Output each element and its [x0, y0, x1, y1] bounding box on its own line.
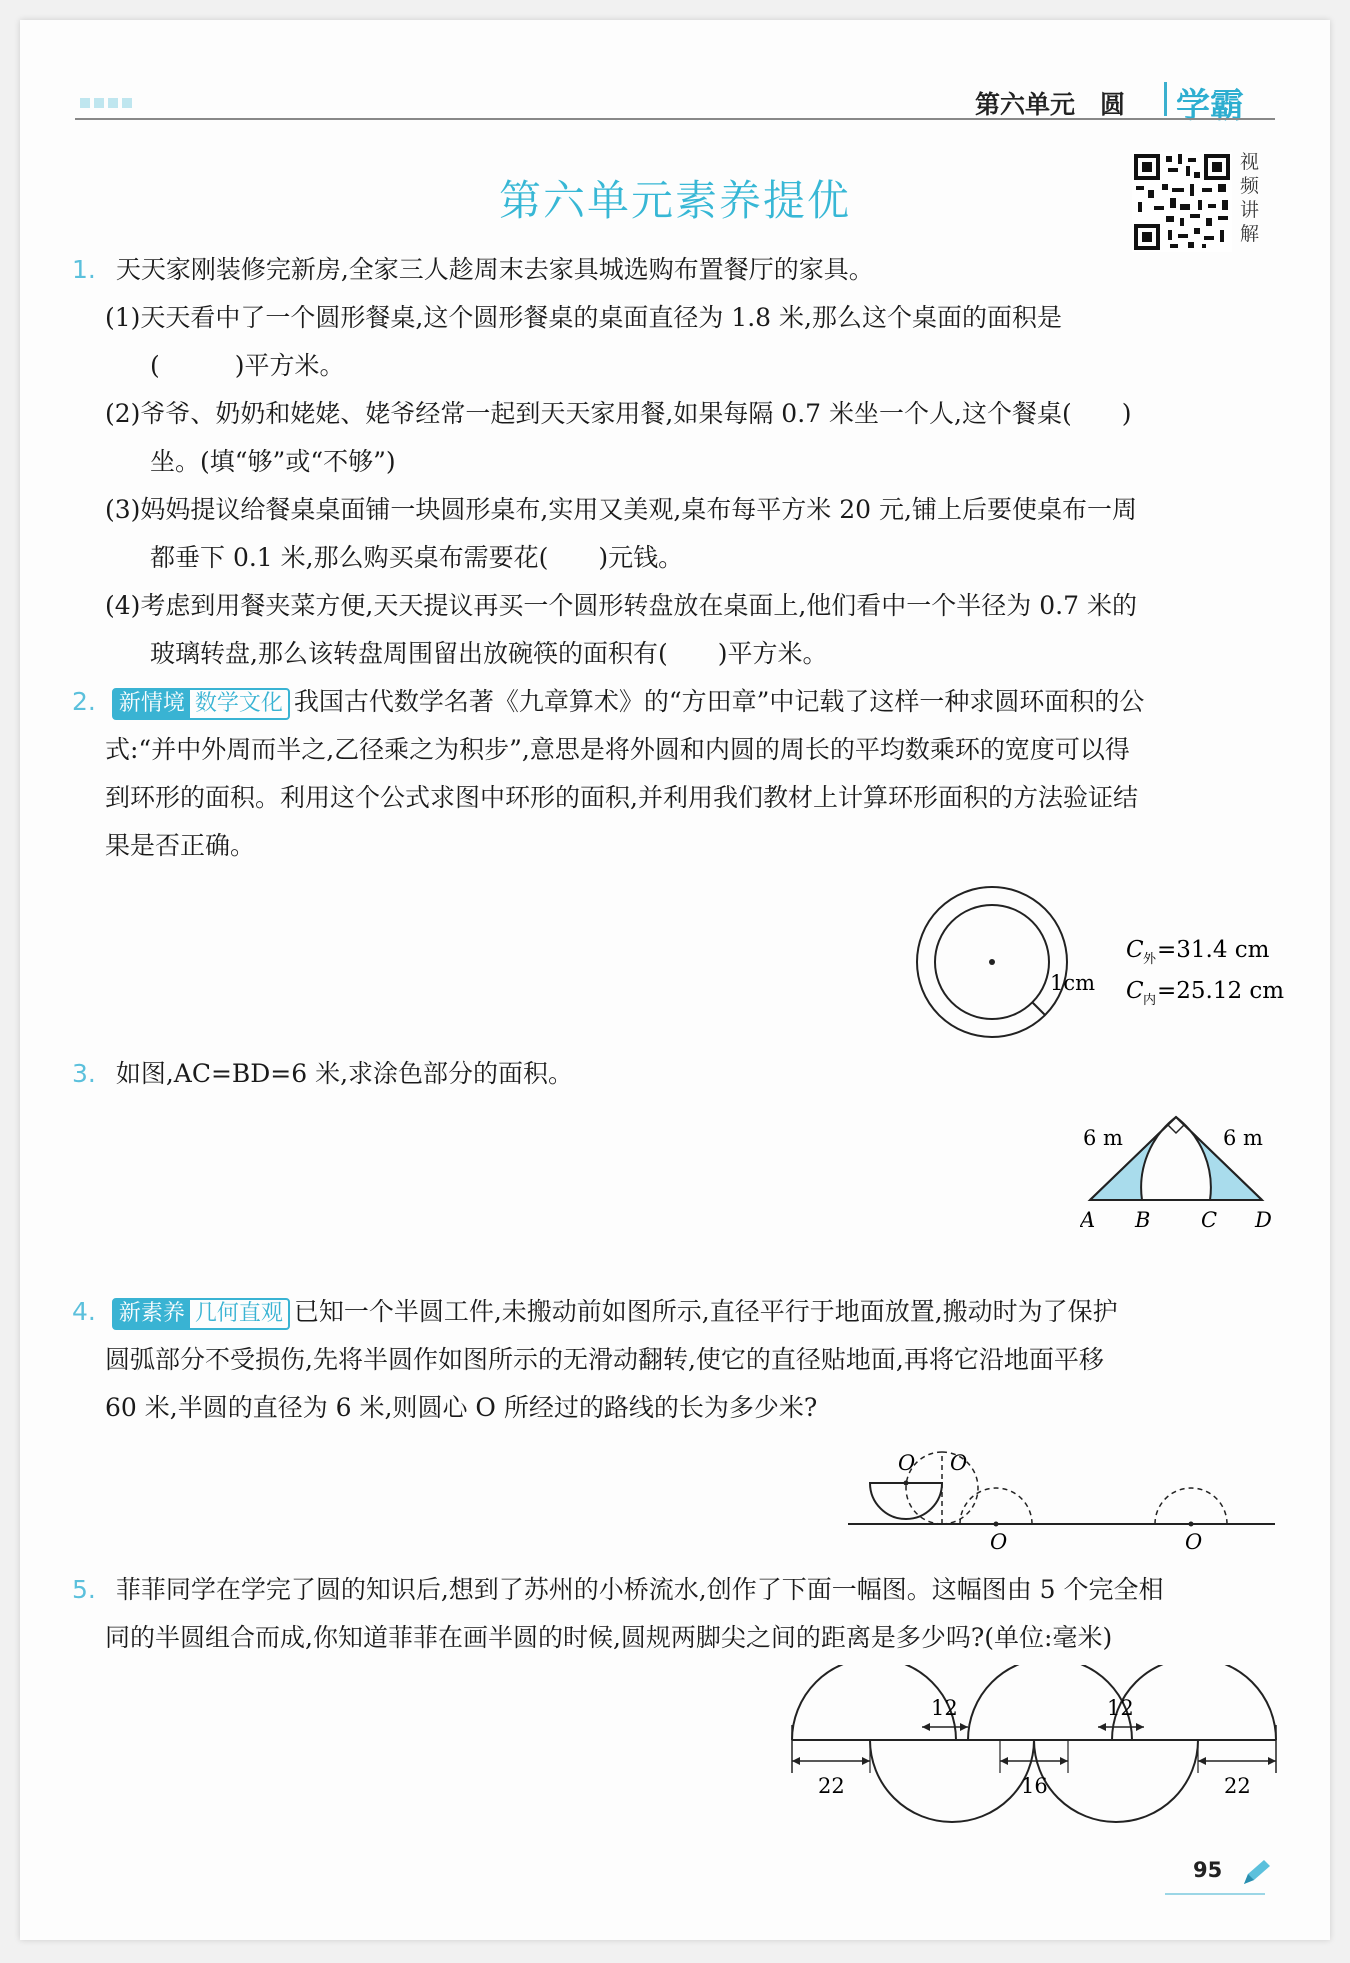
- question-5-line1: 5. 菲菲同学在学完了圆的知识后,想到了苏州的小桥流水,创作了下面一幅图。这幅图由 5 个完全相: [72, 1575, 1164, 1604]
- svg-text:6 m: 6 m: [1223, 1126, 1263, 1150]
- svg-text:O: O: [950, 1451, 968, 1475]
- question-2-line2: 式:“并中外周而半之,乙径乘之为积步”,意思是将外圆和内圆的周长的平均数乘环的宽度可以得: [105, 735, 1130, 764]
- question-1-stem: 1. 天天家刚装修完新房,全家三人趁周末去家具城选购布置餐厅的家具。: [72, 255, 874, 284]
- outer-circumference-label: =31.4 cm: [1157, 937, 1270, 963]
- svg-text:C: C: [1126, 937, 1144, 963]
- q1-part3-line1: (3)妈妈提议给餐桌桌面铺一块圆形桌布,实用又美观,桌布每平方米 20 元,铺上后要使桌布一周: [105, 495, 1137, 524]
- svg-text:D: D: [1255, 1208, 1272, 1230]
- question-4-line2: 圆弧部分不受损伤,先将半圆作如图所示的无滑动翻转,使它的直径贴地面,再将它沿地面平移: [105, 1345, 1104, 1374]
- svg-text:A: A: [1080, 1208, 1096, 1230]
- q1-part1-line1: (1)天天看中了一个圆形餐桌,这个圆形餐桌的桌面直径为 1.8 米,那么这个桌面的面积是: [105, 303, 1062, 332]
- svg-text:O: O: [898, 1451, 916, 1475]
- svg-text:B: B: [1135, 1208, 1151, 1230]
- header-rule: [75, 118, 1275, 120]
- page-number: 95: [1193, 1858, 1223, 1882]
- tag-badge: 新情境 数学文化: [112, 688, 290, 720]
- svg-text:6 m: 6 m: [1083, 1126, 1123, 1150]
- question-number: 2.: [72, 687, 96, 716]
- svg-text:12: 12: [1107, 1696, 1134, 1720]
- q1-part2-line2: 坐。(填“够”或“不够”): [150, 447, 396, 476]
- rolling-semicircle-figure: [840, 1435, 1280, 1555]
- ring-width-label: 1cm: [1050, 971, 1096, 995]
- svg-text:C: C: [1126, 978, 1144, 1004]
- svg-text:16: 16: [1021, 1774, 1048, 1798]
- qr-caption: 视频讲解: [1240, 151, 1260, 245]
- q1-part4-line2: 玻璃转盘,那么该转盘周围留出放碗筷的面积有( )平方米。: [150, 639, 828, 668]
- question-number: 1.: [72, 255, 96, 284]
- svg-text:22: 22: [818, 1774, 845, 1798]
- shaded-sector-figure: [1080, 1105, 1290, 1230]
- svg-text:O: O: [990, 1530, 1008, 1554]
- svg-text:O: O: [1185, 1530, 1203, 1554]
- header-decoration: [80, 93, 136, 112]
- svg-text:22: 22: [1224, 1774, 1251, 1798]
- unit-label: 第六单元 圆: [975, 90, 1126, 119]
- question-4-line3: 60 米,半圆的直径为 6 米,则圆心 O 所经过的路线的长为多少米?: [105, 1393, 818, 1422]
- q1-part2-line1: (2)爷爷、奶奶和姥姥、姥爷经常一起到天天家用餐,如果每隔 0.7 米坐一个人,这个餐桌( ): [105, 399, 1132, 428]
- question-4-line1: 4. 新素养 几何直观 已知一个半圆工件,未搬动前如图所示,直径平行于地面放置,搬动时为了保护: [72, 1296, 1118, 1330]
- question-2-line1: 2. 新情境 数学文化 我国古代数学名著《九章算术》的“方田章”中记载了这样一种求圆环面积的公: [72, 686, 1144, 720]
- question-2-line4: 果是否正确。: [105, 831, 256, 860]
- question-2-line3: 到环形的面积。利用这个公式求图中环形的面积,并利用我们教材上计算环形面积的方法验证结: [105, 783, 1138, 812]
- pencil-icon: [1240, 1858, 1272, 1888]
- footer-rule: [1165, 1893, 1265, 1895]
- brand-logo: 学霸: [1176, 86, 1244, 126]
- svg-text:C: C: [1201, 1208, 1218, 1230]
- svg-text:外: 外: [1143, 952, 1157, 967]
- tag-badge: 新素养 几何直观: [112, 1298, 290, 1330]
- page-title: 第六单元素养提优: [498, 176, 851, 225]
- ring-figure: [900, 880, 1300, 1050]
- header-separator: [1164, 82, 1167, 116]
- inner-circumference-label: =25.12 cm: [1157, 978, 1285, 1004]
- svg-text:内: 内: [1143, 993, 1157, 1008]
- q1-part3-line2: 都垂下 0.1 米,那么购买桌布需要花( )元钱。: [150, 543, 684, 572]
- svg-text:12: 12: [931, 1696, 958, 1720]
- qr-code-icon[interactable]: [1132, 152, 1232, 252]
- bridge-semicircles-figure: [780, 1665, 1280, 1840]
- question-3: 3. 如图,AC=BD=6 米,求涂色部分的面积。: [72, 1059, 574, 1088]
- q1-part1-line2: ( )平方米。: [150, 351, 345, 380]
- question-5-line2: 同的半圆组合而成,你知道菲菲在画半圆的时候,圆规两脚尖之间的距离是多少吗?(单位:毫米): [105, 1623, 1113, 1652]
- q1-part4-line1: (4)考虑到用餐夹菜方便,天天提议再买一个圆形转盘放在桌面上,他们看中一个半径为 0.7 米的: [105, 591, 1137, 620]
